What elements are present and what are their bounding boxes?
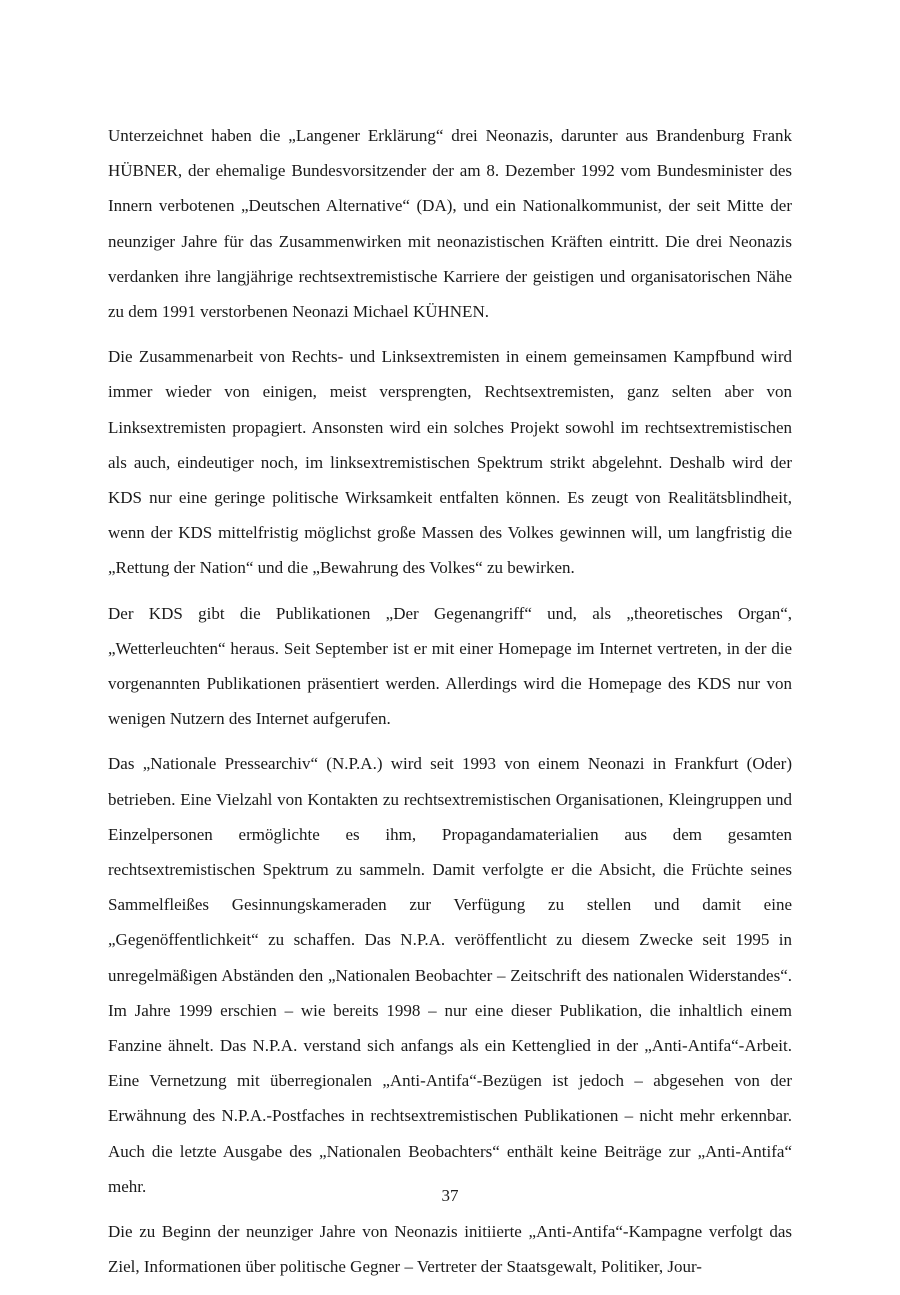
paragraph-5: Die zu Beginn der neunziger Jahre von Neonazis initiierte „Anti-Antifa“-Kampagne verfolgt das Ziel, Informationen über politische Gegner – Vertreter der Staatsgewalt, Politiker, Jour-: [108, 1222, 792, 1277]
paragraph-2: Die Zusammenarbeit von Rechts- und Linksextremisten in einem gemeinsamen Kampfbund wird immer wieder von einigen, meist versprengten, Rechtsextremisten, ganz selten aber von Linksextremisten propagiert. Ansonsten wird ein solches Projekt sowohl im rechtsextremistischen als auch, eindeutiger noch, im linksextremistischen Spektrum strikt abgelehnt. Deshalb wird der KDS nur eine geringe politische Wirksamkeit entfalten können. Es zeugt von Realitätsblindheit, wenn der KDS mittelfristig möglichst große Massen des Volkes gewinnen will, um langfristig die „Rettung der Nation“ und die „Bewahrung des Volkes“ zu bewirken.: [108, 347, 792, 578]
paragraph-4: Das „Nationale Pressearchiv“ (N.P.A.) wird seit 1993 von einem Neonazi in Frankfurt (Oder) betrieben. Eine Vielzahl von Kontakten zu rechtsextremistischen Organisationen, Kleingruppen und Einzelpersonen ermöglichte es ihm, Propagandamaterialien aus dem gesamten rechtsextremistischen Spektrum zu sammeln. Damit verfolgte er die Absicht, die Früchte seines Sammelfleißes Gesinnungskameraden zur Verfügung zu stellen und damit eine „Gegenöffentlichkeit“ zu schaffen. Das N.P.A. veröffentlicht zu diesem Zwecke seit 1995 in unregelmäßigen Abständen den „Nationalen Beobachter – Zeitschrift des nationalen Widerstandes“. Im Jahre 1999 erschien – wie bereits 1998 – nur eine dieser Publikation, die inhaltlich einem Fanzine ähnelt. Das N.P.A. verstand sich anfangs als ein Kettenglied in der „Anti-Antifa“-Arbeit. Eine Vernetzung mit überregionalen „Anti-Antifa“-Bezügen ist jedoch – abgesehen von der Erwähnung des N.P.A.-Postfaches in rechtsextremistischen Publikationen – nicht mehr erkennbar. Auch die letzte Ausgabe des „Nationalen Beobachters“ enthält keine Beiträge zur „Anti-Antifa“ mehr.: [108, 754, 792, 1196]
paragraph-1: Unterzeichnet haben die „Langener Erklärung“ drei Neonazis, darunter aus Brandenburg Frank HÜBNER, der ehemalige Bundesvorsitzender der am 8. Dezember 1992 vom Bundesminister des Innern verbotenen „Deutschen Alternative“ (DA), und ein Nationalkommunist, der seit Mitte der neunziger Jahre für das Zusammenwirken mit neonazistischen Kräften eintritt. Die drei Neonazis verdanken ihre langjährige rechtsextremistische Karriere der geistigen und organisatorischen Nähe zu dem 1991 verstorbenen Neonazi Michael KÜHNEN.: [108, 126, 792, 322]
page-number: 37: [441, 1186, 459, 1205]
paragraph-3: Der KDS gibt die Publikationen „Der Gegenangriff“ und, als „theoretisches Organ“, „Wetterleuchten“ heraus. Seit September ist er mit einer Homepage im Internet vertreten, in der die vorgenannten Publikationen präsentiert werden. Allerdings wird die Homepage des KDS nur von wenigen Nutzern des Internet aufgerufen.: [108, 603, 792, 729]
document-body: [108, 118, 792, 1295]
